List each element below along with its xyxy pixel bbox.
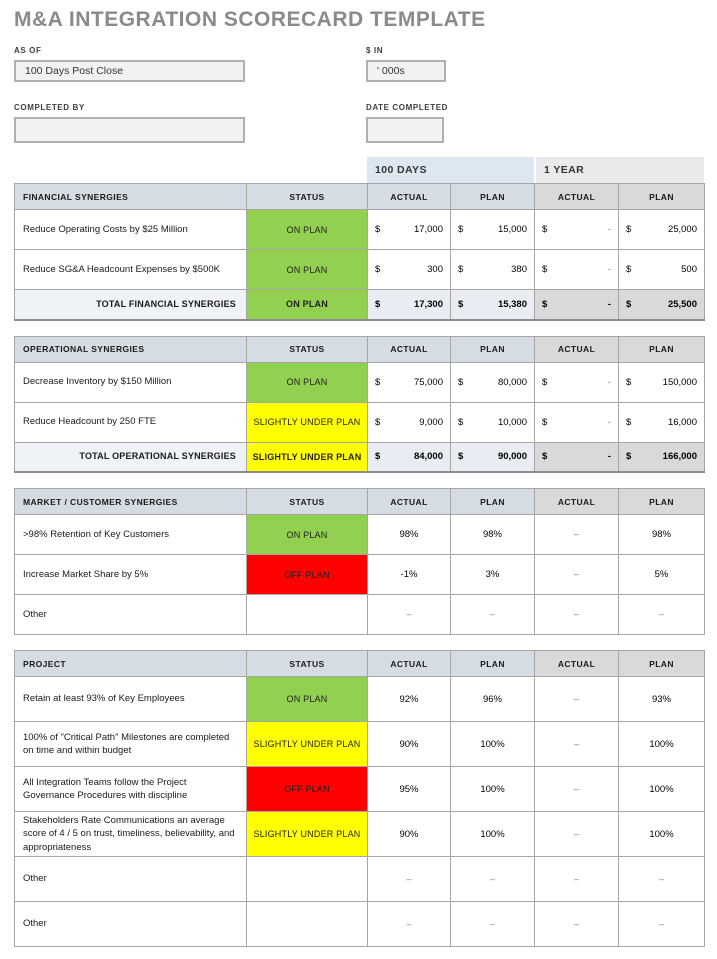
status-cell (247, 857, 368, 902)
actual-1yr-cell: – (535, 812, 619, 857)
plan-1yr-cell: 100% (619, 767, 705, 812)
dollar-sign: $ (542, 224, 548, 235)
dollar-sign: $ (542, 376, 548, 388)
dollar-sign: $ (375, 224, 381, 235)
total-row (15, 290, 705, 320)
status-column-header: STATUS (247, 336, 368, 362)
plan-1yr-header: PLAN (619, 489, 705, 515)
row-label: Reduce Operating Costs by $25 Million (15, 210, 247, 250)
table-header-row (15, 184, 705, 210)
actual-100d-total: $ 17,300 (368, 290, 451, 320)
actual-100d-total: $ 84,000 (368, 442, 451, 472)
actual-1yr-cell: $ - (535, 362, 619, 402)
plan-100d-cell: – (451, 595, 535, 635)
plan-100d-cell: 3% (451, 555, 535, 595)
row-label: Reduce Headcount by 250 FTE (15, 402, 247, 442)
plan-1yr-cell: 100% (619, 812, 705, 857)
dollar-sign: $ (542, 451, 548, 463)
plan-1yr-cell: 5% (619, 555, 705, 595)
status-column-header: STATUS (247, 651, 368, 677)
plan-100d-cell: $ 380 (451, 250, 535, 290)
dollar-sign: $ (375, 298, 381, 310)
actual-100d-header: ACTUAL (368, 336, 451, 362)
market-customer-synergies-table (14, 488, 705, 635)
plan-100d-header: PLAN (451, 336, 535, 362)
actual-100d-cell: 98% (368, 515, 451, 555)
actual-100d-cell: 90% (368, 722, 451, 767)
actual-100d-cell: $ 17,000 (368, 210, 451, 250)
table-header-row (15, 489, 705, 515)
status-cell: ON PLAN (247, 515, 368, 555)
table-title: FINANCIAL SYNERGIES (15, 184, 247, 210)
dollar-sign: $ (458, 376, 464, 388)
actual-100d-cell: $ 300 (368, 250, 451, 290)
dollar-sign: $ (626, 264, 632, 275)
band-100-days: 100 DAYS (367, 157, 534, 183)
dollar-sign: $ (626, 376, 632, 388)
plan-1yr-header: PLAN (619, 336, 705, 362)
dollar-sign: $ (542, 298, 548, 310)
dollar-sign: $ (458, 451, 464, 463)
total-label: TOTAL OPERATIONAL SYNERGIES (15, 442, 247, 472)
plan-100d-total: $ 15,380 (451, 290, 535, 320)
row-label: Other (15, 857, 247, 902)
status-cell: ON PLAN (247, 290, 368, 320)
actual-1yr-cell: – (535, 515, 619, 555)
plan-100d-cell: – (451, 902, 535, 947)
table-row (15, 402, 705, 442)
table-row (15, 722, 705, 767)
table-row (15, 515, 705, 555)
row-label: >98% Retention of Key Customers (15, 515, 247, 555)
plan-1yr-cell: – (619, 595, 705, 635)
date-completed-label: DATE COMPLETED (366, 103, 449, 112)
plan-1yr-header: PLAN (619, 651, 705, 677)
plan-100d-cell: 100% (451, 812, 535, 857)
plan-1yr-cell: $ 150,000 (619, 362, 705, 402)
dollars-in-field (366, 46, 446, 82)
status-cell: SLIGHTLY UNDER PLAN (247, 722, 368, 767)
actual-1yr-header: ACTUAL (535, 489, 619, 515)
actual-1yr-header: ACTUAL (535, 184, 619, 210)
plan-100d-cell: $ 15,000 (451, 210, 535, 250)
plan-100d-header: PLAN (451, 651, 535, 677)
actual-1yr-total: $ - (535, 290, 619, 320)
table-header-row (15, 336, 705, 362)
actual-100d-header: ACTUAL (368, 489, 451, 515)
total-label: TOTAL FINANCIAL SYNERGIES (15, 290, 247, 320)
plan-100d-cell: 100% (451, 722, 535, 767)
actual-1yr-header: ACTUAL (535, 336, 619, 362)
actual-1yr-total: $ - (535, 442, 619, 472)
status-cell: ON PLAN (247, 210, 368, 250)
plan-1yr-cell: 98% (619, 515, 705, 555)
dollar-sign: $ (458, 264, 464, 275)
row-label: Increase Market Share by 5% (15, 555, 247, 595)
plan-100d-cell: 96% (451, 677, 535, 722)
table-row (15, 767, 705, 812)
dollars-in-input[interactable] (366, 60, 446, 82)
dollar-sign: $ (458, 416, 464, 428)
actual-1yr-header: ACTUAL (535, 651, 619, 677)
table-title: MARKET / CUSTOMER SYNERGIES (15, 489, 247, 515)
actual-100d-header: ACTUAL (368, 651, 451, 677)
row-label: Other (15, 595, 247, 635)
table-row (15, 362, 705, 402)
row-label: Other (15, 902, 247, 947)
plan-1yr-header: PLAN (619, 184, 705, 210)
table-row (15, 250, 705, 290)
actual-1yr-cell: $ - (535, 210, 619, 250)
status-cell: SLIGHTLY UNDER PLAN (247, 812, 368, 857)
actual-1yr-cell: – (535, 677, 619, 722)
financial-synergies-table (14, 183, 705, 321)
table-row (15, 555, 705, 595)
actual-1yr-cell: – (535, 767, 619, 812)
row-label: Stakeholders Rate Communications an average score of 4 / 5 on trust, timeliness, believability, and appropriateness (15, 812, 247, 857)
plan-1yr-cell: – (619, 902, 705, 947)
as-of-field (14, 46, 245, 82)
plan-100d-cell: $ 10,000 (451, 402, 535, 442)
actual-100d-cell: 95% (368, 767, 451, 812)
plan-1yr-cell: – (619, 857, 705, 902)
actual-100d-cell: 92% (368, 677, 451, 722)
table-row (15, 677, 705, 722)
dollar-sign: $ (458, 298, 464, 310)
table-row (15, 902, 705, 947)
dollar-sign: $ (626, 298, 632, 310)
table-row (15, 857, 705, 902)
actual-100d-cell: $ 9,000 (368, 402, 451, 442)
table-header-row (15, 651, 705, 677)
operational-synergies-table (14, 336, 705, 474)
date-completed-input[interactable] (366, 117, 444, 143)
table-row (15, 595, 705, 635)
project-table (14, 650, 705, 947)
status-cell (247, 902, 368, 947)
table-row (15, 812, 705, 857)
form-area (14, 46, 704, 142)
page-title: M&A INTEGRATION SCORECARD TEMPLATE (14, 8, 486, 31)
actual-100d-cell: $ 75,000 (368, 362, 451, 402)
dollar-sign: $ (542, 264, 548, 275)
plan-100d-cell: $ 80,000 (451, 362, 535, 402)
status-column-header: STATUS (247, 184, 368, 210)
dollar-sign: $ (458, 224, 464, 235)
period-band (14, 157, 704, 183)
status-cell: SLIGHTLY UNDER PLAN (247, 442, 368, 472)
plan-100d-cell: 98% (451, 515, 535, 555)
total-row (15, 442, 705, 472)
status-cell: OFF PLAN (247, 555, 368, 595)
dollar-sign: $ (626, 224, 632, 235)
plan-1yr-cell: $ 500 (619, 250, 705, 290)
actual-100d-cell: – (368, 902, 451, 947)
plan-100d-header: PLAN (451, 184, 535, 210)
row-label: 100% of "Critical Path" Milestones are completed on time and within budget (15, 722, 247, 767)
dollar-sign: $ (375, 451, 381, 463)
actual-1yr-cell: $ - (535, 250, 619, 290)
table-title: PROJECT (15, 651, 247, 677)
status-cell: ON PLAN (247, 362, 368, 402)
plan-1yr-cell: 93% (619, 677, 705, 722)
actual-1yr-cell: – (535, 595, 619, 635)
row-label: All Integration Teams follow the Project Governance Procedures with discipline (15, 767, 247, 812)
actual-1yr-cell: – (535, 722, 619, 767)
row-label: Decrease Inventory by $150 Million (15, 362, 247, 402)
band-1-year: 1 YEAR (534, 157, 704, 183)
actual-100d-cell: 90% (368, 812, 451, 857)
row-label: Retain at least 93% of Key Employees (15, 677, 247, 722)
plan-100d-total: $ 90,000 (451, 442, 535, 472)
actual-1yr-cell: – (535, 555, 619, 595)
actual-1yr-cell: – (535, 857, 619, 902)
status-column-header: STATUS (247, 489, 368, 515)
completed-by-field (14, 103, 245, 143)
dollar-sign: $ (542, 416, 548, 428)
plan-1yr-cell: $ 25,000 (619, 210, 705, 250)
dollar-sign: $ (375, 264, 381, 275)
table-row (15, 210, 705, 250)
dollar-sign: $ (375, 416, 381, 428)
table-title: OPERATIONAL SYNERGIES (15, 336, 247, 362)
plan-1yr-total: $ 166,000 (619, 442, 705, 472)
status-cell (247, 595, 368, 635)
plan-100d-cell: 100% (451, 767, 535, 812)
status-cell: ON PLAN (247, 250, 368, 290)
row-label: Reduce SG&A Headcount Expenses by $500K (15, 250, 247, 290)
actual-100d-header: ACTUAL (368, 184, 451, 210)
dollar-sign: $ (626, 451, 632, 463)
dollar-sign: $ (626, 416, 632, 428)
as-of-input[interactable] (14, 60, 245, 82)
status-cell: OFF PLAN (247, 767, 368, 812)
plan-100d-header: PLAN (451, 489, 535, 515)
completed-by-input[interactable] (14, 117, 245, 143)
plan-1yr-cell: $ 16,000 (619, 402, 705, 442)
dollars-in-label: $ IN (366, 46, 384, 55)
plan-1yr-total: $ 25,500 (619, 290, 705, 320)
dollar-sign: $ (375, 376, 381, 388)
status-cell: SLIGHTLY UNDER PLAN (247, 402, 368, 442)
plan-1yr-cell: 100% (619, 722, 705, 767)
completed-by-label: COMPLETED BY (14, 103, 85, 112)
actual-1yr-cell: – (535, 902, 619, 947)
actual-100d-cell: -1% (368, 555, 451, 595)
plan-100d-cell: – (451, 857, 535, 902)
as-of-label: AS OF (14, 46, 42, 55)
actual-100d-cell: – (368, 595, 451, 635)
date-completed-field (366, 103, 448, 143)
status-cell: ON PLAN (247, 677, 368, 722)
actual-100d-cell: – (368, 857, 451, 902)
actual-1yr-cell: $ - (535, 402, 619, 442)
